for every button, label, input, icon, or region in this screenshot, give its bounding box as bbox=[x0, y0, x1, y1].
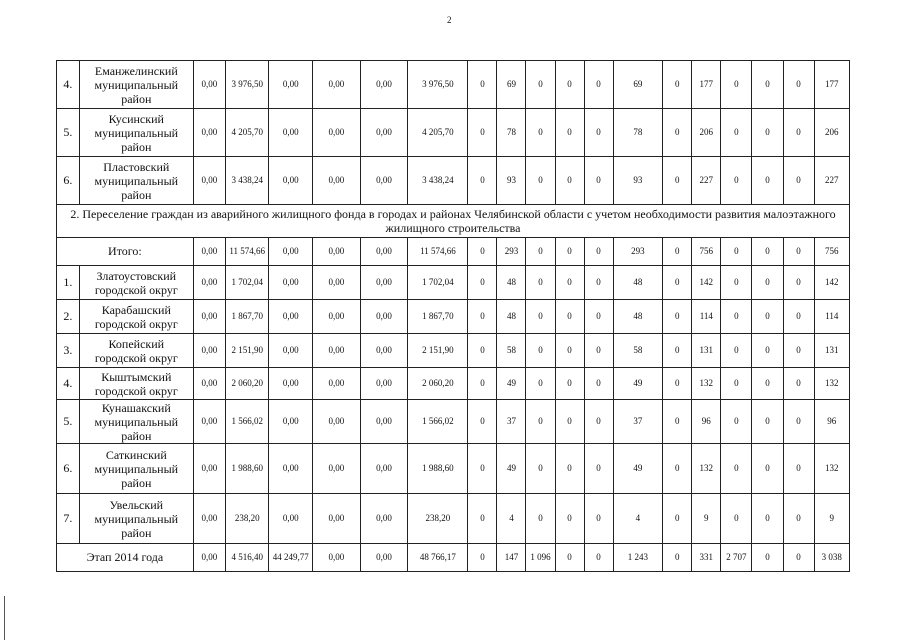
municipality-name: Копейский городской округ bbox=[79, 334, 193, 368]
value-cell: 0 bbox=[526, 157, 555, 205]
value-cell: 0 bbox=[783, 300, 814, 334]
table-row bbox=[57, 61, 850, 109]
resettlement-table bbox=[56, 60, 850, 572]
value-cell: 3 976,50 bbox=[408, 61, 468, 109]
municipality-name: Кунашакский муниципальный район bbox=[79, 400, 193, 444]
value-cell: 0 bbox=[783, 238, 814, 266]
value-cell: 0,00 bbox=[269, 157, 313, 205]
value-cell: 756 bbox=[814, 238, 849, 266]
municipality-name: Златоустовский городской округ bbox=[79, 266, 193, 300]
value-cell: 0,00 bbox=[269, 238, 313, 266]
value-cell: 37 bbox=[613, 400, 663, 444]
value-cell: 0,00 bbox=[360, 109, 408, 157]
value-cell: 0 bbox=[752, 238, 783, 266]
value-cell: 3 438,24 bbox=[408, 157, 468, 205]
value-cell: 4 205,70 bbox=[225, 109, 269, 157]
value-cell: 93 bbox=[497, 157, 526, 205]
value-cell: 0 bbox=[721, 494, 752, 544]
value-cell: 0 bbox=[468, 400, 497, 444]
value-cell: 78 bbox=[497, 109, 526, 157]
value-cell: 0 bbox=[663, 266, 692, 300]
value-cell: 0 bbox=[663, 157, 692, 205]
value-cell: 0 bbox=[721, 61, 752, 109]
margin-mark bbox=[4, 596, 5, 640]
value-cell: 1 243 bbox=[613, 544, 663, 572]
value-cell: 0 bbox=[663, 400, 692, 444]
value-cell: 4 bbox=[497, 494, 526, 544]
value-cell: 0 bbox=[555, 444, 584, 494]
value-cell: 0 bbox=[526, 400, 555, 444]
value-cell: 0 bbox=[468, 444, 497, 494]
value-cell: 227 bbox=[692, 157, 721, 205]
municipality-name: Увельский муниципальный район bbox=[79, 494, 193, 544]
value-cell: 69 bbox=[613, 61, 663, 109]
value-cell: 0 bbox=[752, 157, 783, 205]
value-cell: 3 038 bbox=[814, 544, 849, 572]
value-cell: 0,00 bbox=[193, 334, 225, 368]
value-cell: 1 702,04 bbox=[408, 266, 468, 300]
row-number: 6. bbox=[57, 444, 80, 494]
value-cell: 11 574,66 bbox=[408, 238, 468, 266]
value-cell: 0,00 bbox=[360, 61, 408, 109]
value-cell: 0 bbox=[555, 494, 584, 544]
value-cell: 1 988,60 bbox=[408, 444, 468, 494]
value-cell: 238,20 bbox=[408, 494, 468, 544]
value-cell: 3 438,24 bbox=[225, 157, 269, 205]
value-cell: 0 bbox=[783, 157, 814, 205]
value-cell: 0 bbox=[555, 109, 584, 157]
value-cell: 0,00 bbox=[269, 300, 313, 334]
value-cell: 0 bbox=[783, 368, 814, 400]
value-cell: 0,00 bbox=[313, 334, 361, 368]
value-cell: 0 bbox=[526, 238, 555, 266]
municipality-name: Кусинский муниципальный район bbox=[79, 109, 193, 157]
table-row bbox=[57, 368, 850, 400]
value-cell: 0 bbox=[752, 368, 783, 400]
value-cell: 0 bbox=[752, 544, 783, 572]
value-cell: 0 bbox=[526, 444, 555, 494]
municipality-name: Саткинский муниципальный район bbox=[79, 444, 193, 494]
value-cell: 0,00 bbox=[193, 300, 225, 334]
value-cell: 0 bbox=[555, 238, 584, 266]
value-cell: 49 bbox=[497, 444, 526, 494]
value-cell: 0 bbox=[555, 400, 584, 444]
value-cell: 0 bbox=[721, 157, 752, 205]
value-cell: 0 bbox=[783, 109, 814, 157]
value-cell: 0 bbox=[584, 400, 613, 444]
value-cell: 0 bbox=[752, 494, 783, 544]
value-cell: 0 bbox=[584, 544, 613, 572]
value-cell: 0 bbox=[468, 368, 497, 400]
value-cell: 48 766,17 bbox=[408, 544, 468, 572]
table-row bbox=[57, 400, 850, 444]
value-cell: 0 bbox=[663, 300, 692, 334]
value-cell: 0 bbox=[663, 109, 692, 157]
section-heading: 2. Переселение граждан из аварийного жилищного фонда в городах и районах Челябинской области с учетом необходимости развития малоэтажного жилищного строительства bbox=[57, 205, 850, 238]
value-cell: 0,00 bbox=[269, 266, 313, 300]
total-label: Этап 2014 года bbox=[57, 544, 194, 572]
section-heading-row bbox=[57, 205, 850, 238]
value-cell: 49 bbox=[613, 368, 663, 400]
value-cell: 2 060,20 bbox=[225, 368, 269, 400]
table-row bbox=[57, 494, 850, 544]
value-cell: 0,00 bbox=[269, 61, 313, 109]
value-cell: 206 bbox=[692, 109, 721, 157]
value-cell: 69 bbox=[497, 61, 526, 109]
value-cell: 0,00 bbox=[193, 444, 225, 494]
value-cell: 0,00 bbox=[193, 157, 225, 205]
value-cell: 132 bbox=[814, 368, 849, 400]
table-row bbox=[57, 444, 850, 494]
value-cell: 0,00 bbox=[313, 368, 361, 400]
value-cell: 4 bbox=[613, 494, 663, 544]
value-cell: 0,00 bbox=[269, 400, 313, 444]
value-cell: 131 bbox=[692, 334, 721, 368]
page-number: 2 bbox=[447, 15, 452, 25]
value-cell: 0 bbox=[752, 266, 783, 300]
value-cell: 0,00 bbox=[360, 157, 408, 205]
value-cell: 0,00 bbox=[360, 494, 408, 544]
value-cell: 0,00 bbox=[193, 61, 225, 109]
table-row bbox=[57, 266, 850, 300]
value-cell: 58 bbox=[613, 334, 663, 368]
value-cell: 4 205,70 bbox=[408, 109, 468, 157]
value-cell: 0 bbox=[663, 368, 692, 400]
table-row bbox=[57, 157, 850, 205]
value-cell: 0 bbox=[468, 266, 497, 300]
value-cell: 0 bbox=[721, 238, 752, 266]
value-cell: 0,00 bbox=[313, 544, 361, 572]
value-cell: 2 151,90 bbox=[225, 334, 269, 368]
value-cell: 0 bbox=[721, 368, 752, 400]
value-cell: 0 bbox=[526, 368, 555, 400]
value-cell: 0 bbox=[526, 300, 555, 334]
value-cell: 0,00 bbox=[269, 109, 313, 157]
value-cell: 0,00 bbox=[313, 61, 361, 109]
value-cell: 0 bbox=[783, 444, 814, 494]
value-cell: 0,00 bbox=[193, 238, 225, 266]
value-cell: 0,00 bbox=[360, 444, 408, 494]
row-number: 1. bbox=[57, 266, 80, 300]
value-cell: 0 bbox=[584, 109, 613, 157]
value-cell: 0 bbox=[555, 368, 584, 400]
value-cell: 0 bbox=[584, 266, 613, 300]
value-cell: 0 bbox=[752, 109, 783, 157]
value-cell: 1 867,70 bbox=[225, 300, 269, 334]
value-cell: 238,20 bbox=[225, 494, 269, 544]
value-cell: 0,00 bbox=[360, 238, 408, 266]
value-cell: 331 bbox=[692, 544, 721, 572]
value-cell: 206 bbox=[814, 109, 849, 157]
value-cell: 78 bbox=[613, 109, 663, 157]
value-cell: 0 bbox=[555, 334, 584, 368]
value-cell: 0 bbox=[721, 444, 752, 494]
value-cell: 0 bbox=[663, 494, 692, 544]
value-cell: 49 bbox=[613, 444, 663, 494]
value-cell: 0 bbox=[584, 300, 613, 334]
value-cell: 0,00 bbox=[269, 444, 313, 494]
value-cell: 114 bbox=[814, 300, 849, 334]
value-cell: 0 bbox=[468, 300, 497, 334]
value-cell: 0,00 bbox=[193, 368, 225, 400]
value-cell: 0,00 bbox=[313, 157, 361, 205]
value-cell: 0,00 bbox=[360, 266, 408, 300]
value-cell: 0 bbox=[584, 368, 613, 400]
municipality-name: Еманжелинский муниципальный район bbox=[79, 61, 193, 109]
value-cell: 0,00 bbox=[269, 368, 313, 400]
value-cell: 0,00 bbox=[360, 544, 408, 572]
value-cell: 0 bbox=[663, 544, 692, 572]
value-cell: 1 702,04 bbox=[225, 266, 269, 300]
value-cell: 0 bbox=[584, 238, 613, 266]
value-cell: 0 bbox=[555, 266, 584, 300]
value-cell: 0 bbox=[663, 334, 692, 368]
value-cell: 0,00 bbox=[193, 544, 225, 572]
value-cell: 147 bbox=[497, 544, 526, 572]
value-cell: 0,00 bbox=[269, 494, 313, 544]
value-cell: 11 574,66 bbox=[225, 238, 269, 266]
value-cell: 0 bbox=[555, 61, 584, 109]
value-cell: 9 bbox=[814, 494, 849, 544]
value-cell: 0 bbox=[783, 334, 814, 368]
value-cell: 0 bbox=[468, 238, 497, 266]
municipality-name: Карабашский городской округ bbox=[79, 300, 193, 334]
value-cell: 0 bbox=[783, 400, 814, 444]
value-cell: 0 bbox=[584, 494, 613, 544]
value-cell: 48 bbox=[613, 266, 663, 300]
value-cell: 0 bbox=[468, 157, 497, 205]
value-cell: 0 bbox=[468, 334, 497, 368]
value-cell: 0,00 bbox=[313, 444, 361, 494]
value-cell: 0 bbox=[584, 444, 613, 494]
row-number: 5. bbox=[57, 109, 80, 157]
value-cell: 1 096 bbox=[526, 544, 555, 572]
municipality-name: Пластовский муниципальный район bbox=[79, 157, 193, 205]
value-cell: 0 bbox=[752, 334, 783, 368]
value-cell: 0,00 bbox=[269, 334, 313, 368]
row-number: 6. bbox=[57, 157, 80, 205]
value-cell: 0 bbox=[584, 334, 613, 368]
value-cell: 0,00 bbox=[360, 400, 408, 444]
value-cell: 177 bbox=[814, 61, 849, 109]
value-cell: 0 bbox=[721, 334, 752, 368]
row-number: 4. bbox=[57, 61, 80, 109]
value-cell: 132 bbox=[692, 368, 721, 400]
value-cell: 0,00 bbox=[360, 300, 408, 334]
value-cell: 1 566,02 bbox=[225, 400, 269, 444]
value-cell: 0 bbox=[468, 61, 497, 109]
value-cell: 0,00 bbox=[360, 334, 408, 368]
value-cell: 293 bbox=[613, 238, 663, 266]
value-cell: 0 bbox=[555, 157, 584, 205]
table-row bbox=[57, 300, 850, 334]
value-cell: 0 bbox=[721, 266, 752, 300]
row-number: 5. bbox=[57, 400, 80, 444]
value-cell: 293 bbox=[497, 238, 526, 266]
value-cell: 0,00 bbox=[313, 266, 361, 300]
value-cell: 0,00 bbox=[313, 494, 361, 544]
value-cell: 132 bbox=[814, 444, 849, 494]
value-cell: 131 bbox=[814, 334, 849, 368]
value-cell: 0 bbox=[468, 109, 497, 157]
value-cell: 0,00 bbox=[193, 109, 225, 157]
value-cell: 0 bbox=[526, 109, 555, 157]
table-body bbox=[57, 61, 850, 572]
value-cell: 0,00 bbox=[313, 238, 361, 266]
value-cell: 2 151,90 bbox=[408, 334, 468, 368]
value-cell: 0,00 bbox=[360, 368, 408, 400]
value-cell: 0 bbox=[721, 109, 752, 157]
municipality-name: Кыштымский городской округ bbox=[79, 368, 193, 400]
value-cell: 93 bbox=[613, 157, 663, 205]
value-cell: 0 bbox=[555, 544, 584, 572]
value-cell: 177 bbox=[692, 61, 721, 109]
value-cell: 0 bbox=[721, 400, 752, 444]
value-cell: 227 bbox=[814, 157, 849, 205]
value-cell: 0,00 bbox=[193, 266, 225, 300]
value-cell: 4 516,40 bbox=[225, 544, 269, 572]
value-cell: 0 bbox=[752, 444, 783, 494]
value-cell: 0 bbox=[555, 300, 584, 334]
value-cell: 114 bbox=[692, 300, 721, 334]
value-cell: 96 bbox=[814, 400, 849, 444]
value-cell: 0 bbox=[783, 61, 814, 109]
row-number: 3. bbox=[57, 334, 80, 368]
value-cell: 0 bbox=[526, 334, 555, 368]
value-cell: 0,00 bbox=[313, 300, 361, 334]
value-cell: 0 bbox=[783, 544, 814, 572]
value-cell: 0,00 bbox=[193, 494, 225, 544]
value-cell: 1 988,60 bbox=[225, 444, 269, 494]
value-cell: 44 249,77 bbox=[269, 544, 313, 572]
value-cell: 0,00 bbox=[313, 109, 361, 157]
total-label: Итого: bbox=[57, 238, 194, 266]
value-cell: 0 bbox=[663, 61, 692, 109]
value-cell: 0,00 bbox=[193, 400, 225, 444]
value-cell: 142 bbox=[814, 266, 849, 300]
value-cell: 0 bbox=[663, 238, 692, 266]
value-cell: 49 bbox=[497, 368, 526, 400]
value-cell: 0 bbox=[663, 444, 692, 494]
value-cell: 1 566,02 bbox=[408, 400, 468, 444]
table-row bbox=[57, 109, 850, 157]
value-cell: 756 bbox=[692, 238, 721, 266]
value-cell: 2 060,20 bbox=[408, 368, 468, 400]
row-number: 2. bbox=[57, 300, 80, 334]
section-total-row bbox=[57, 238, 850, 266]
value-cell: 0 bbox=[721, 300, 752, 334]
value-cell: 142 bbox=[692, 266, 721, 300]
value-cell: 0 bbox=[526, 494, 555, 544]
value-cell: 0 bbox=[468, 494, 497, 544]
value-cell: 0 bbox=[783, 266, 814, 300]
table-row bbox=[57, 334, 850, 368]
value-cell: 48 bbox=[497, 300, 526, 334]
value-cell: 0 bbox=[584, 61, 613, 109]
value-cell: 3 976,50 bbox=[225, 61, 269, 109]
row-number: 4. bbox=[57, 368, 80, 400]
value-cell: 0 bbox=[752, 300, 783, 334]
value-cell: 0 bbox=[752, 400, 783, 444]
value-cell: 0 bbox=[752, 61, 783, 109]
value-cell: 1 867,70 bbox=[408, 300, 468, 334]
value-cell: 0 bbox=[526, 61, 555, 109]
value-cell: 37 bbox=[497, 400, 526, 444]
value-cell: 9 bbox=[692, 494, 721, 544]
value-cell: 0 bbox=[526, 266, 555, 300]
value-cell: 132 bbox=[692, 444, 721, 494]
stage-total-row bbox=[57, 544, 850, 572]
value-cell: 58 bbox=[497, 334, 526, 368]
value-cell: 0,00 bbox=[313, 400, 361, 444]
value-cell: 48 bbox=[613, 300, 663, 334]
value-cell: 2 707 bbox=[721, 544, 752, 572]
value-cell: 48 bbox=[497, 266, 526, 300]
row-number: 7. bbox=[57, 494, 80, 544]
value-cell: 0 bbox=[584, 157, 613, 205]
value-cell: 0 bbox=[468, 544, 497, 572]
value-cell: 96 bbox=[692, 400, 721, 444]
value-cell: 0 bbox=[783, 494, 814, 544]
